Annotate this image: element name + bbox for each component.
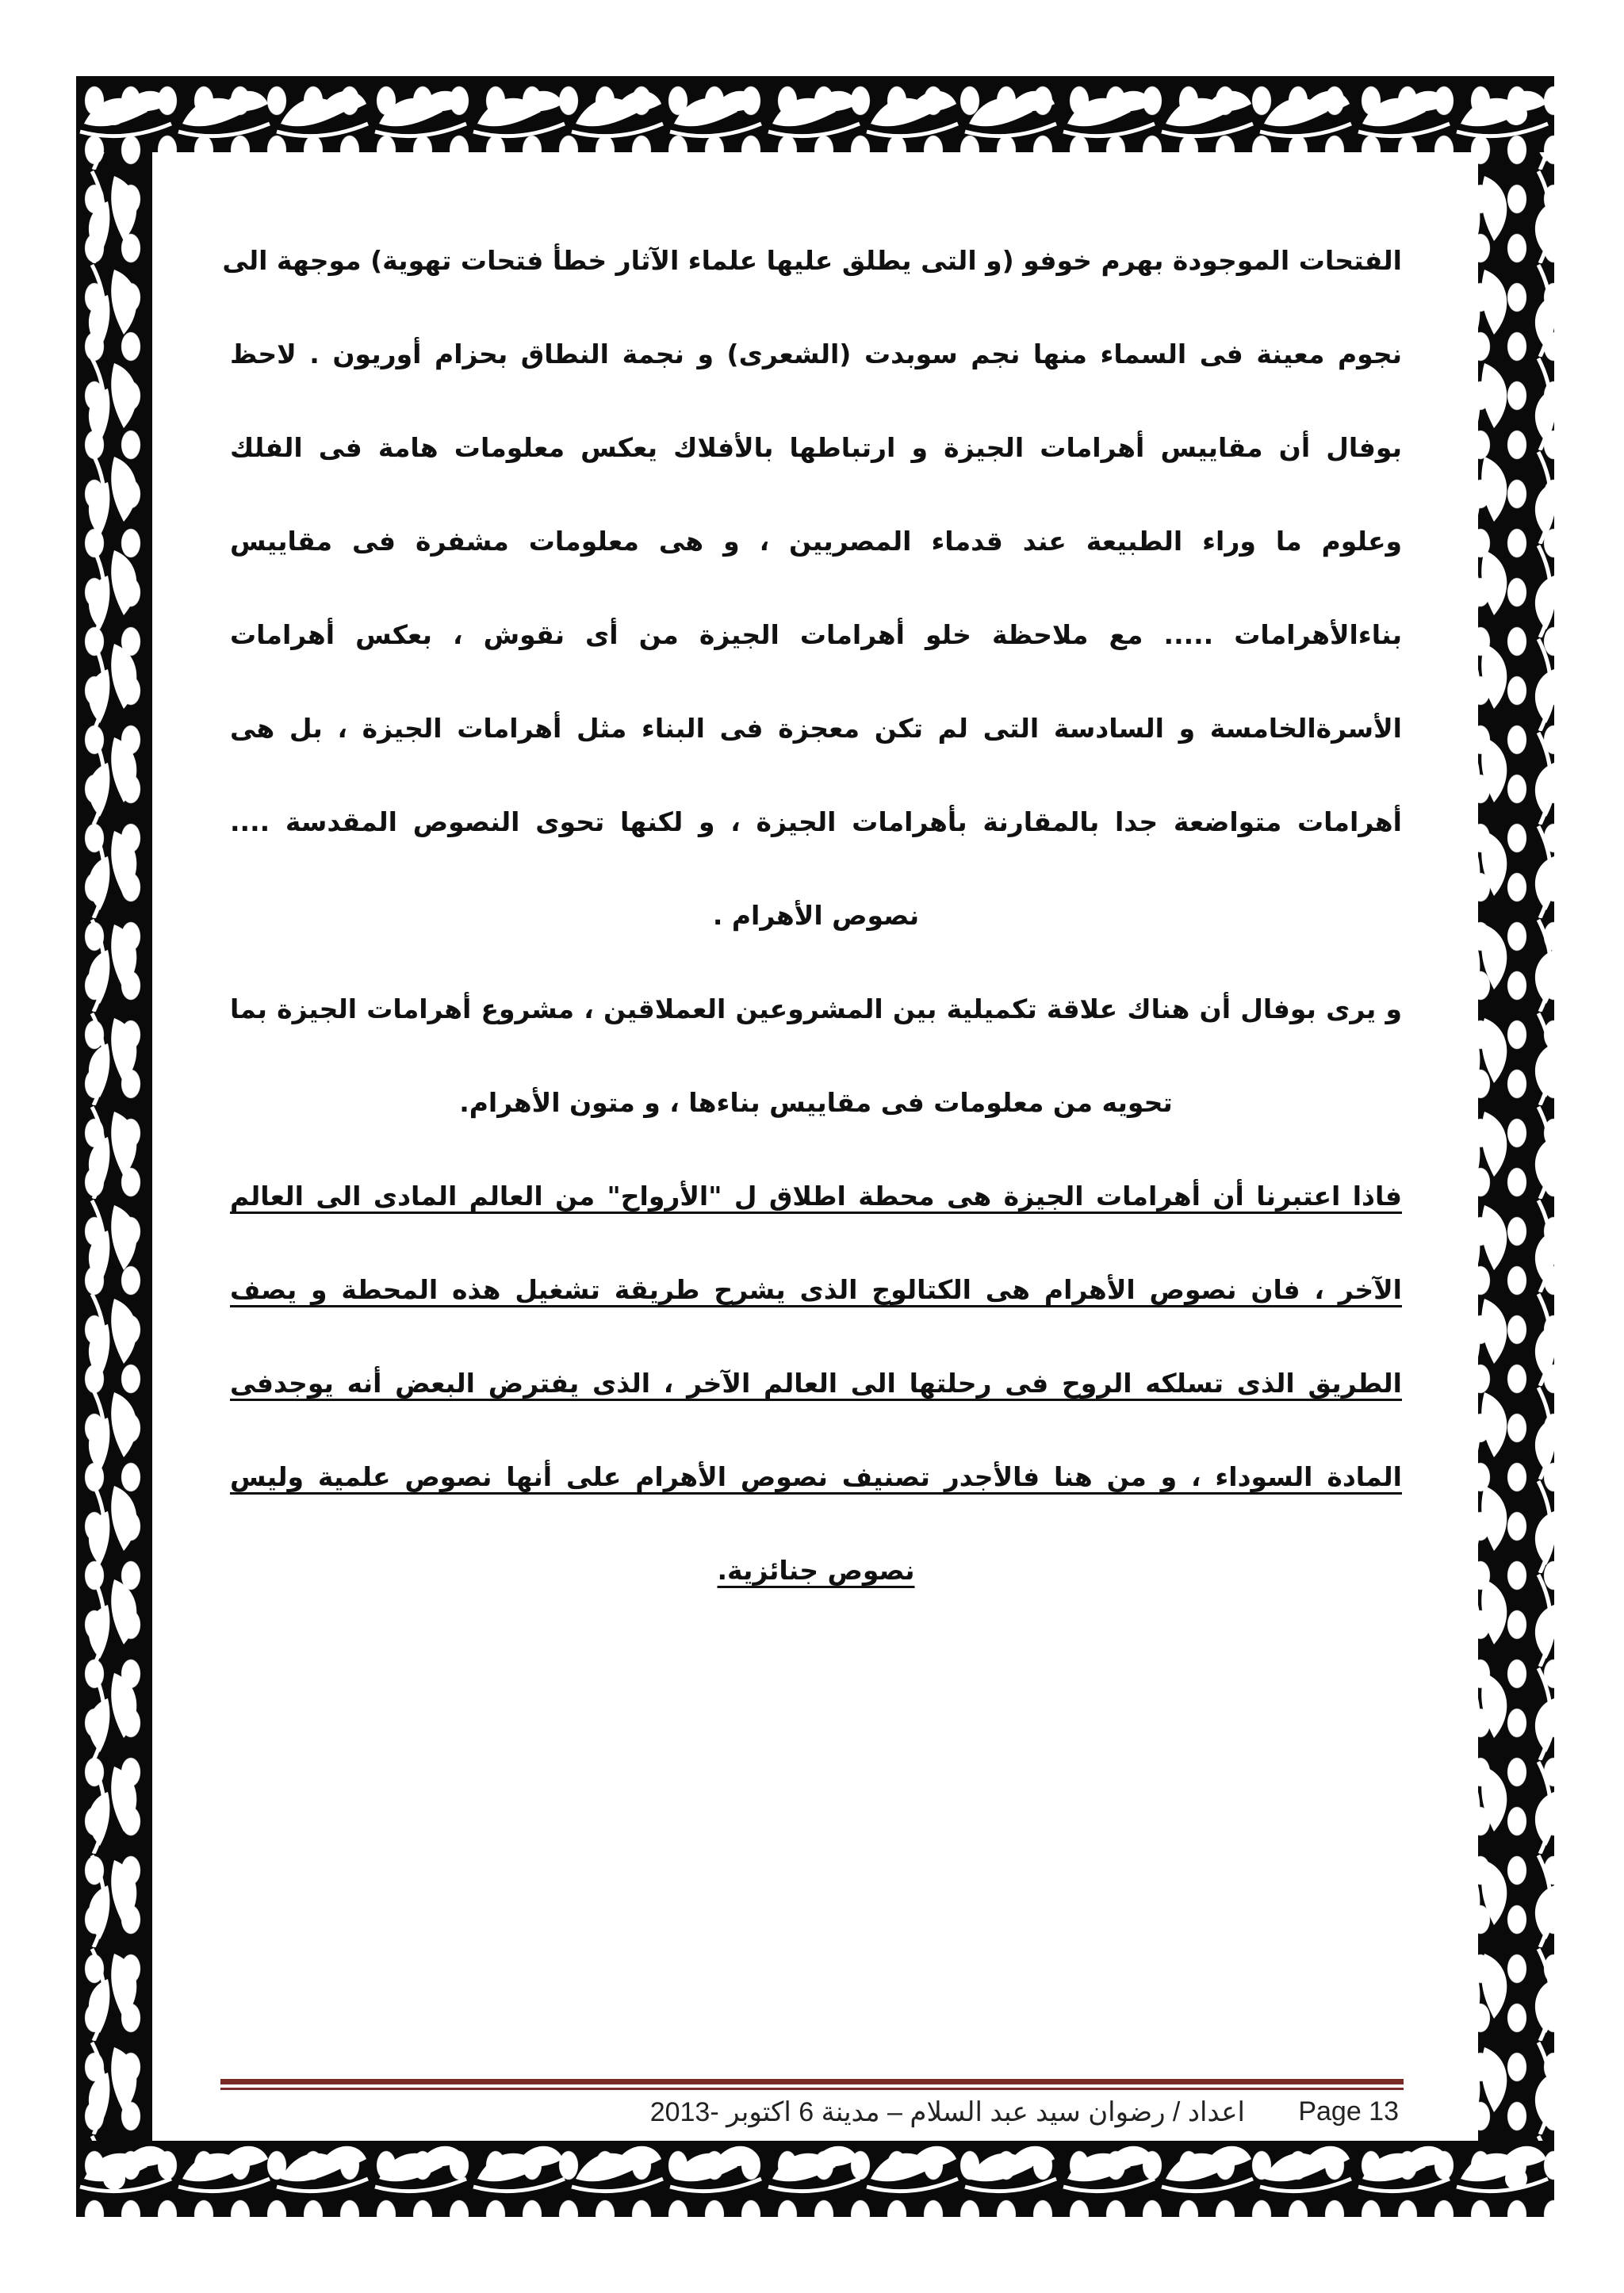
underlined-text: المادة السوداء ، و من هنا فالأجدر تصنيف نصوص الأهرام على أنها نصوص علمية وليس — [230, 1461, 1402, 1492]
page-footer — [220, 2093, 1404, 2138]
underlined-text: نصوص جنائزية. — [717, 1555, 915, 1586]
paragraph-line: الفتحات الموجودة بهرم خوفو (و التى يطلق عليها علماء الآثار خطأ فتحات تهوية) موجهة الى — [222, 245, 1402, 276]
paragraph-line: الأسرةالخامسة و السادسة التى لم تكن معجزة فى البناء مثل أهرامات الجيزة ، بل هى — [230, 713, 1402, 744]
paragraph-line: أهرامات متواضعة جدا بالمقارنة بأهرامات الجيزة ، و لكنها تحوى النصوص المقدسة .... — [230, 806, 1402, 837]
underlined-line — [230, 1524, 1402, 1617]
author-credit: اعداد / رضوان سيد عبد السلام – مدينة 6 اكتوبر -2013 — [649, 2097, 1245, 2127]
underlined-line — [230, 1243, 1402, 1337]
underlined-line — [230, 1150, 1402, 1243]
article-text — [222, 214, 1402, 1617]
underlined-text: الآخر ، فان نصوص الأهرام هى الكتالوج الذى يشرح طريقة تشغيل هذه المحطة و يصف — [230, 1274, 1402, 1305]
underlined-text: فاذا اعتبرنا أن أهرامات الجيزة هى محطة اطلاق ل "الأرواح" من العالم المادى الى العالم — [230, 1181, 1402, 1212]
underlined-line — [230, 1337, 1402, 1430]
paragraph-line: وعلوم ما وراء الطبيعة عند قدماء المصريين ، و هى معلومات مشفرة فى مقاييس — [230, 526, 1402, 557]
paragraph-line: نصوص الأهرام . — [712, 900, 920, 931]
underlined-text: الطريق الذى تسلكه الروح فى رحلتها الى العالم الآخر ، الذى يفترض البعض أنه يوجدفى — [230, 1368, 1402, 1399]
paragraph-line: و يرى بوفال أن هناك علاقة تكميلية بين المشروعين العملاقين ، مشروع أهرامات الجيزة بما — [230, 993, 1402, 1024]
footer-divider — [220, 2079, 1404, 2084]
paragraph-line: تحويه من معلومات فى مقاييس بناءها ، و متون الأهرام. — [459, 1087, 1173, 1118]
footer-divider-thin — [220, 2088, 1404, 2090]
page-number: Page 13 — [1298, 2096, 1399, 2126]
paragraph-line: نجوم معينة فى السماء منها نجم سوبدت (الشعرى) و نجمة النطاق بحزام أوريون . لاحظ — [230, 339, 1402, 369]
underlined-line — [230, 1430, 1402, 1524]
paragraph-line: بوفال أن مقاييس أهرامات الجيزة و ارتباطها بالأفلاك يعكس معلومات هامة فى الفلك — [230, 432, 1402, 463]
paragraph-line: بناءالأهرامات ..... مع ملاحظة خلو أهرامات الجيزة من أى نقوش ، بعكس أهرامات — [230, 619, 1402, 650]
